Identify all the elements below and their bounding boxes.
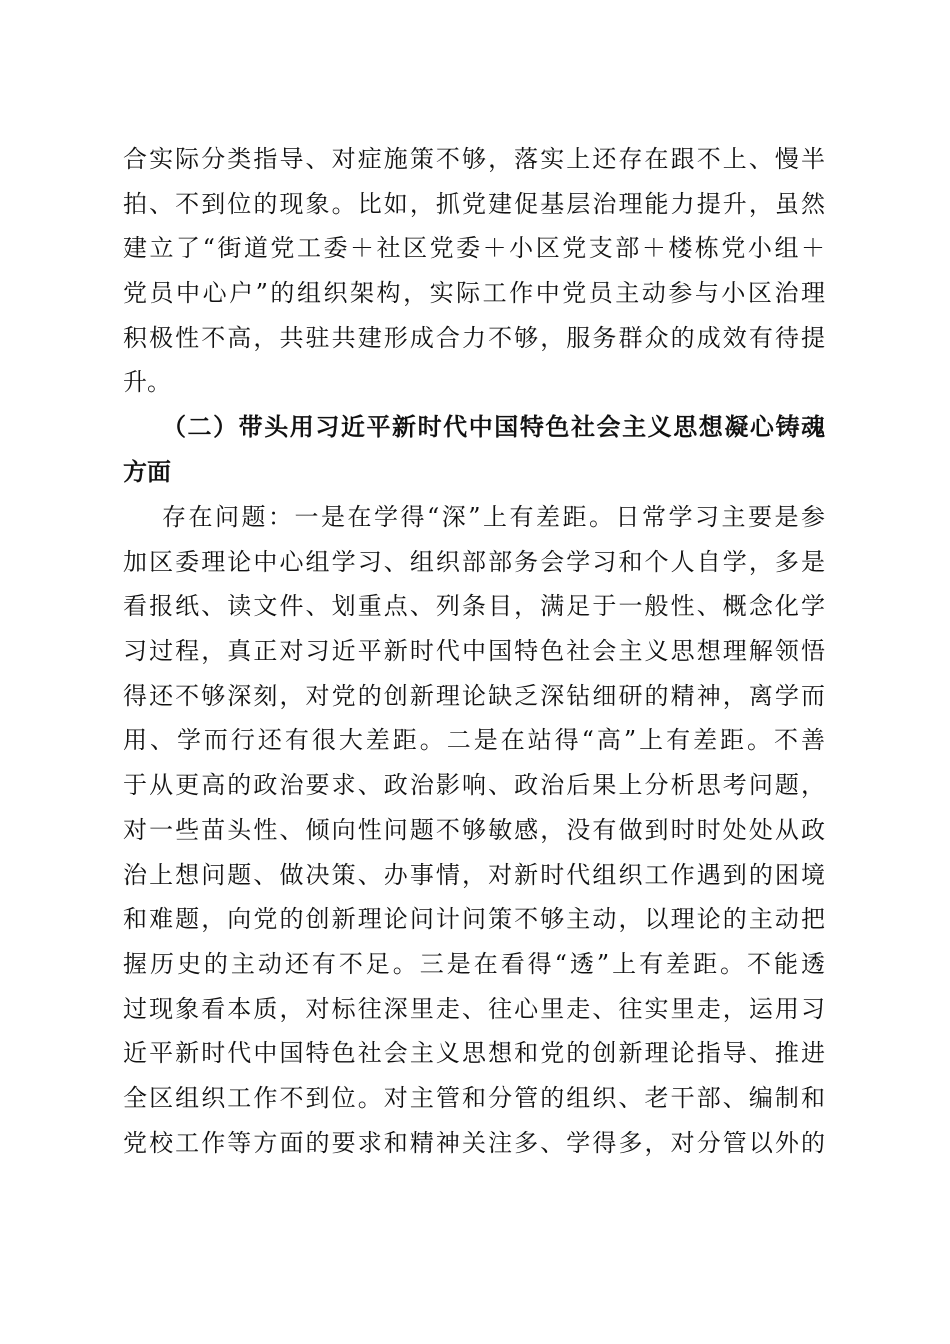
paragraph-line: 近平新时代中国特色社会主义思想和党的创新理论指导、推进 xyxy=(123,1039,825,1068)
paragraph-line: 升。 xyxy=(123,368,171,397)
paragraph-line: 全区组织工作不到位。对主管和分管的组织、老干部、编制和 xyxy=(123,1083,825,1112)
paragraph-line: 用、学而行还有很大差距。二是在站得“高”上有差距。不善 xyxy=(123,726,825,755)
heading-line: 方面 xyxy=(123,456,171,486)
paragraph-line: 党校工作等方面的要求和精神关注多、学得多，对分管以外的 xyxy=(123,1128,825,1157)
heading-line: （二）带头用习近平新时代中国特色社会主义思想凝心铸魂 xyxy=(162,412,825,441)
paragraph-line: 存在问题：一是在学得“深”上有差距。日常学习主要是参 xyxy=(162,503,825,531)
paragraph-line: 合实际分类指导、对症施策不够，落实上还存在跟不上、慢半 xyxy=(123,145,825,173)
paragraph-line: 党员中心户”的组织架构，实际工作中党员主动参与小区治理 xyxy=(123,279,825,308)
paragraph-line: 积极性不高，共驻共建形成合力不够，服务群众的成效有待提 xyxy=(123,323,825,352)
paragraph-line: 和难题，向党的创新理论问计问策不够主动，以理论的主动把 xyxy=(123,905,825,934)
paragraph-line: 握历史的主动还有不足。三是在看得“透”上有差距。不能透 xyxy=(123,949,825,978)
paragraph-line: 对一些苗头性、倾向性问题不够敏感，没有做到时时处处从政 xyxy=(123,815,825,844)
paragraph-problems xyxy=(123,495,825,1165)
paragraph-line: 加区委理论中心组学习、组织部部务会学习和个人自学，多是 xyxy=(123,547,825,576)
paragraph-line: 看报纸、读文件、划重点、列条目，满足于一般性、概念化学 xyxy=(123,592,825,621)
paragraph-line: 得还不够深刻，对党的创新理论缺乏深钻细研的精神，离学而 xyxy=(123,681,825,710)
paragraph-line: 习过程，真正对习近平新时代中国特色社会主义思想理解领悟 xyxy=(123,637,825,666)
paragraph-line: 过现象看本质，对标往深里走、往心里走、往实里走，运用习 xyxy=(123,994,825,1023)
paragraph-continued xyxy=(123,137,825,405)
paragraph-line: 建立了“街道党工委＋社区党委＋小区党支部＋楼栋党小组＋ xyxy=(123,234,825,263)
paragraph-line: 治上想问题、做决策、办事情，对新时代组织工作遇到的困境 xyxy=(123,860,825,889)
paragraph-line: 于从更高的政治要求、政治影响、政治后果上分析思考问题， xyxy=(123,771,825,800)
section-heading xyxy=(123,405,825,494)
paragraph-line: 拍、不到位的现象。比如，抓党建促基层治理能力提升，虽然 xyxy=(123,189,825,218)
